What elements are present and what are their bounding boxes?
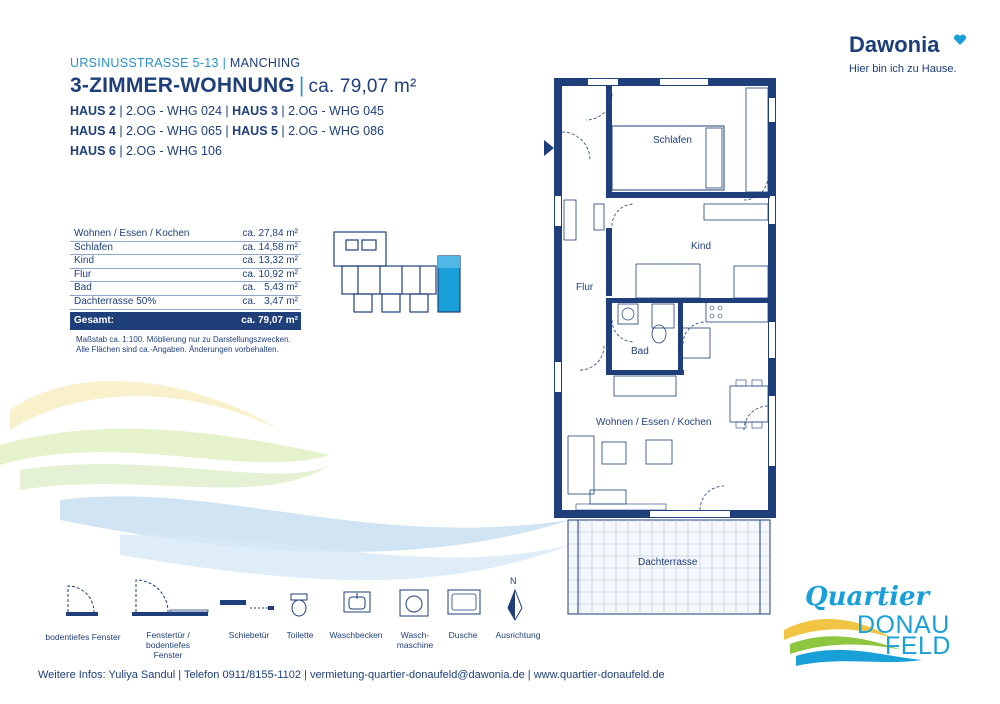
area-table — [70, 228, 301, 330]
logo-quartier: Quartier — [805, 582, 930, 612]
area-row — [70, 269, 301, 283]
address-separator: | — [222, 56, 230, 70]
note-line: Maßstab ca. 1:100. Möblierung nur zu Darstellungszwecken. — [76, 335, 291, 344]
desk — [734, 266, 768, 298]
area-value: ca. 3,47 m² — [242, 295, 298, 307]
unit-haus: HAUS 5 — [232, 124, 278, 138]
area-value: ca. 5,43 m² — [242, 282, 298, 294]
brand-tagline: Hier bin ich zu Hause. — [849, 63, 957, 75]
area-value: ca. 13,32 m² — [242, 255, 298, 267]
unit-haus: HAUS 2 — [70, 104, 116, 118]
room-label-kind: Kind — [691, 241, 712, 252]
sliding-door-icon — [220, 598, 276, 612]
area-room: Schlafen — [74, 241, 113, 253]
area-room: Dachterrasse 50% — [74, 295, 157, 307]
kid-bed — [636, 264, 700, 298]
floor-plan — [540, 76, 790, 616]
unit-haus: HAUS 6 — [70, 144, 116, 158]
unit-line-1: HAUS 2 | 2.OG - WHG 024 | HAUS 3 | 2.OG - WHG 045 — [70, 104, 385, 118]
brand-logo: Dawonia — [849, 32, 940, 57]
room-label-schlafen: Schlafen — [653, 135, 692, 146]
apartment-area: ca. 79,07 m² — [308, 76, 417, 97]
area-total-row — [70, 312, 301, 330]
unit-line-2: HAUS 4 | 2.OG - WHG 065 | HAUS 5 | 2.OG - WHG 086 — [70, 124, 385, 138]
unit-detail: 2.OG - WHG 065 — [126, 124, 222, 138]
bathtub — [614, 376, 676, 396]
area-room: Bad — [74, 282, 92, 294]
washbasin — [618, 304, 638, 324]
area-row — [70, 296, 301, 310]
area-row — [70, 255, 301, 269]
total-value: ca. 79,07 m² — [241, 314, 298, 326]
toilet-icon — [288, 592, 310, 618]
area-row — [70, 228, 301, 242]
street: URSINUSSTRASSE 5-13 — [70, 56, 219, 70]
area-room: Kind — [74, 255, 95, 267]
legend-label: Toilette — [286, 630, 314, 640]
logo-feld: FELD — [885, 632, 951, 660]
area-value: ca. 27,84 m² — [242, 228, 298, 239]
room-label-flur: Flur — [576, 282, 594, 293]
room-label-wohnen: Wohnen / Essen / Kochen — [596, 417, 712, 428]
unit-detail: 2.OG - WHG 086 — [288, 124, 385, 138]
armchair — [646, 440, 672, 464]
area-value: ca. 10,92 m² — [242, 268, 298, 280]
washing-machine-icon — [398, 588, 430, 618]
shower-icon — [446, 588, 482, 616]
logo-donau: DONAU — [857, 611, 950, 639]
page-title — [70, 74, 417, 98]
note-line: Alle Flächen sind ca.-Angaben. Änderungen vorbehalten. — [76, 345, 279, 354]
heart-icon — [953, 34, 967, 46]
compass-letter: N — [510, 576, 517, 586]
kitchen-counter — [706, 302, 768, 322]
legend-label: Fenstertür / bodentiefes Fenster — [146, 630, 190, 660]
area-row — [70, 242, 301, 256]
legend-label: Schiebetür — [228, 630, 270, 640]
address — [70, 56, 300, 70]
legend-label: Ausrichtung — [495, 630, 541, 640]
sideboard — [590, 490, 626, 504]
room-label-terrasse: Dachterrasse — [638, 557, 698, 568]
compass-icon — [506, 588, 524, 622]
floor-window-icon — [64, 578, 100, 618]
total-label: Gesamt: — [74, 314, 115, 326]
unit-detail: 2.OG - WHG 045 — [288, 104, 385, 118]
dining-table — [730, 386, 768, 422]
unit-haus: HAUS 3 — [232, 104, 278, 118]
room-label-bad: Bad — [631, 346, 649, 357]
sofa — [568, 436, 594, 494]
coffee-table — [602, 442, 626, 464]
area-value: ca. 14,58 m² — [242, 241, 298, 253]
key-plan — [328, 228, 464, 318]
scale-note — [76, 335, 291, 355]
entrance-arrow-icon — [544, 140, 554, 156]
unit-detail: 2.OG - WHG 106 — [126, 144, 222, 158]
area-row — [70, 282, 301, 296]
legend-label: Waschbecken — [329, 630, 383, 640]
legend-label: bodentiefes Fenster — [45, 632, 121, 642]
washbasin-icon — [342, 590, 372, 616]
unit-line-3: HAUS 6 | 2.OG - WHG 106 — [70, 144, 222, 158]
legend-label: Wasch- maschine — [396, 630, 434, 650]
wardrobe — [746, 88, 768, 192]
french-door-icon — [130, 574, 210, 618]
unit-detail: 2.OG - WHG 024 — [126, 104, 222, 118]
legend-label: Dusche — [448, 630, 478, 640]
wave-decoration — [0, 370, 580, 610]
area-room: Wohnen / Essen / Kochen — [74, 228, 190, 239]
unit-haus: HAUS 4 — [70, 124, 116, 138]
footer-contact: Weitere Infos: Yuliya Sandul | Telefon 0911/8155-1102 | vermietung-quartier-donaufeld@dawonia.de | www.quartier-donaufeld.de — [38, 669, 665, 681]
city: MANCHING — [229, 56, 301, 70]
apartment-type: 3-ZIMMER-WOHNUNG — [70, 74, 295, 97]
area-room: Flur — [74, 268, 92, 280]
title-separator: | — [298, 74, 305, 97]
